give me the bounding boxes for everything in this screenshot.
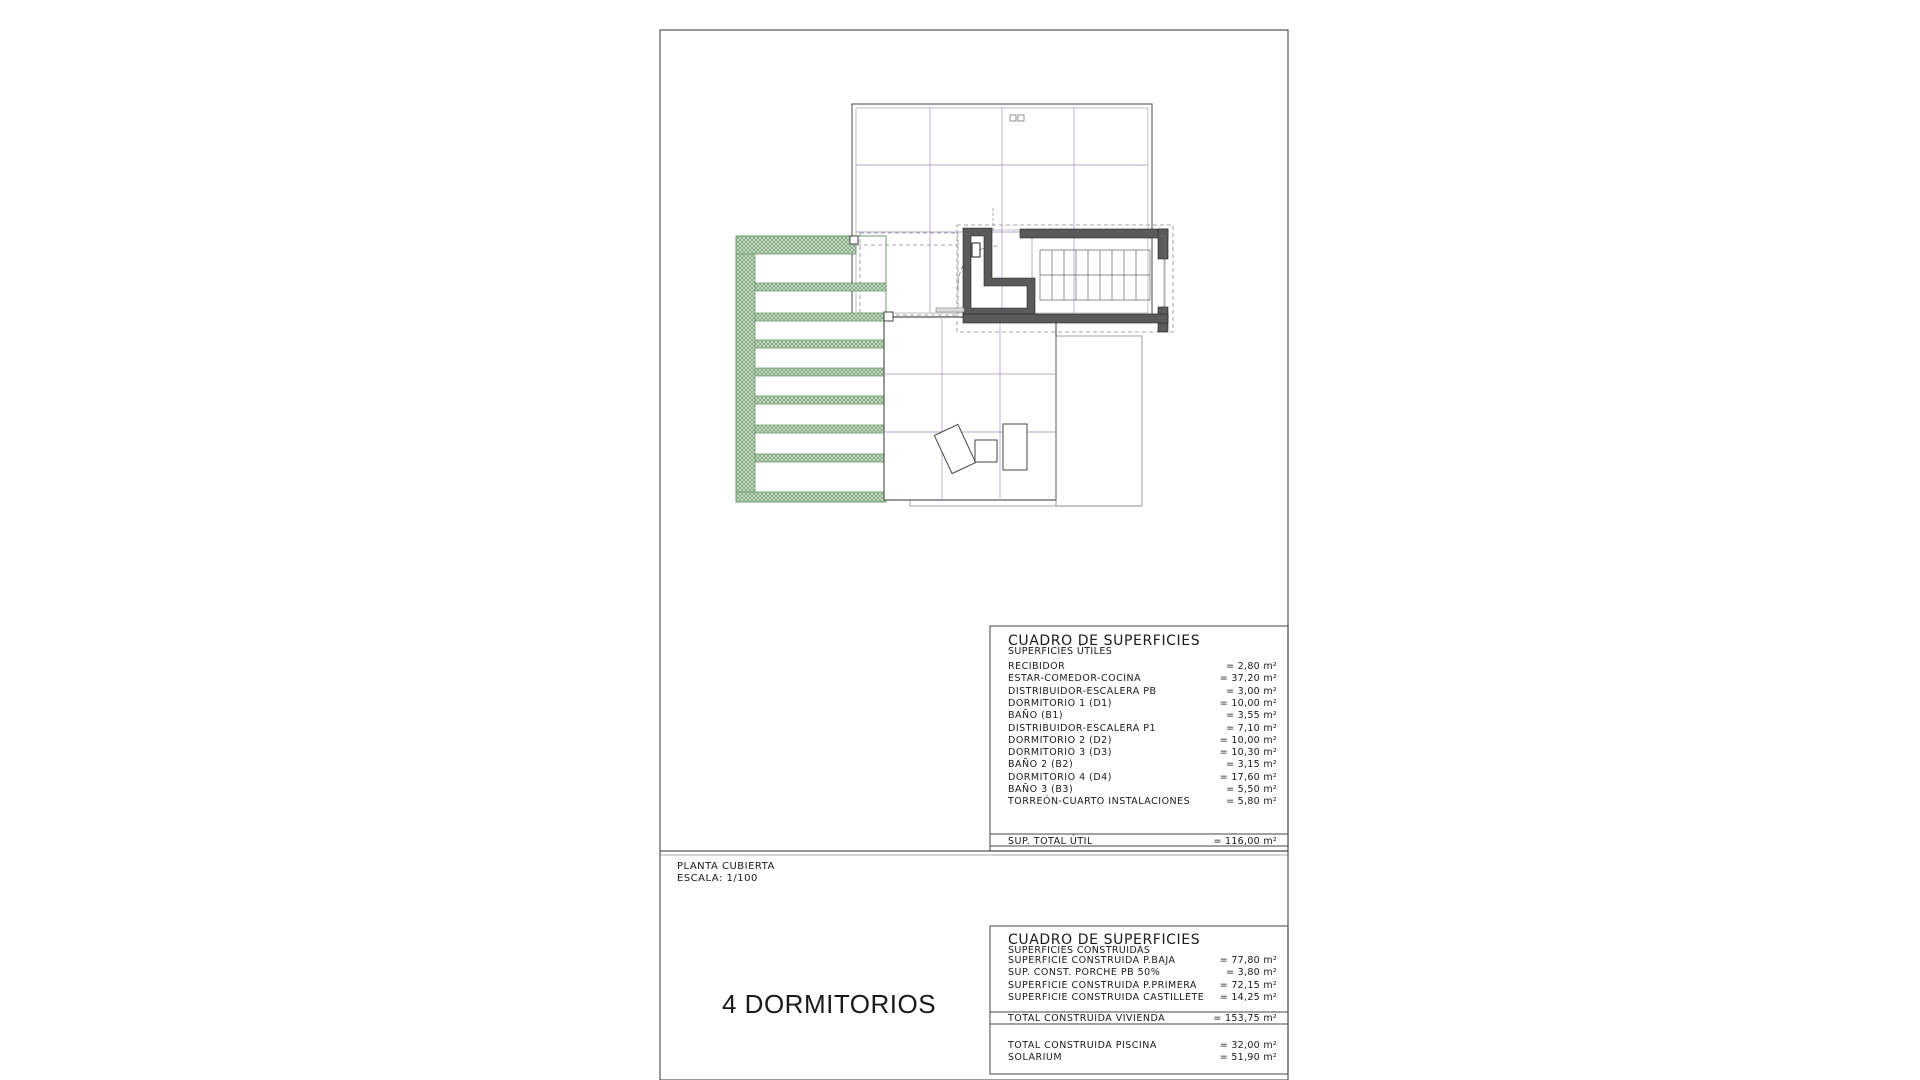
table-row-value: = 5,80 m² [1226,796,1277,808]
useful-total-label: SUP. TOTAL ÚTIL [1008,836,1093,847]
table-row-value: = 37,20 m² [1219,673,1277,685]
table-row-label: DISTRIBUIDOR-ESCALERA P1 [1008,722,1157,734]
table-row-value: = 3,00 m² [1226,685,1277,697]
table-row-label: TORREÓN-CUARTO INSTALACIONES [1008,796,1191,808]
table-row-label: ESTAR-COMEDOR-COCINA [1008,673,1142,685]
useful-table-subtitle: SUPERFICIES ÚTILES [1008,646,1113,657]
table-row-label: BAÑO (B1) [1008,710,1064,722]
table-row-label: BAÑO 3 (B3) [1008,784,1074,795]
table-row-value: = 72,15 m² [1219,979,1277,991]
useful-total-value: = 116,00 m² [1213,836,1277,847]
table-row-value: = 10,00 m² [1219,734,1277,746]
built-table-subtitle: SUPERFICIES CONSTRUIDAS [1008,945,1151,956]
built-table-title: CUADRO DE SUPERFICIES [1008,932,1201,948]
roof-plan [736,104,1173,506]
built-total-value: = 153,75 m² [1213,1013,1277,1024]
table-row-value: = 14,25 m² [1219,991,1277,1003]
table-row-label: SUPERFICIE CONSTRUIDA P.PRIMERA [1008,979,1197,991]
table-row-value: = 32,00 m² [1219,1040,1277,1051]
table-row-value: = 10,00 m² [1219,697,1277,709]
table-row-value: = 51,90 m² [1219,1052,1277,1064]
table-row-label: DORMITORIO 3 (D3) [1008,747,1112,759]
table-row-label: DORMITORIO 1 (D1) [1008,697,1112,709]
sheet-frame [660,30,1288,1080]
table-row-label: TOTAL CONSTRUIDA PISCINA [1008,1040,1157,1051]
sheet-heading: 4 DORMITORIOS [722,989,937,1019]
plan-scale: ESCALA: 1/100 [677,873,758,884]
table-row-value: = 3,15 m² [1226,759,1277,771]
table-row-value: = 3,80 m² [1226,967,1277,979]
table-row-value: = 5,50 m² [1226,784,1277,795]
useful-table-title: CUADRO DE SUPERFICIES [1008,633,1201,649]
table-row-value: = 77,80 m² [1219,955,1277,966]
plan-name: PLANTA CUBIERTA [677,861,775,872]
table-row-label: DORMITORIO 4 (D4) [1008,771,1112,783]
drain-icon [1010,115,1024,121]
table-row-value: = 17,60 m² [1219,771,1277,783]
table-row-label: DISTRIBUIDOR-ESCALERA PB [1008,685,1157,697]
table-row-value: = 3,55 m² [1226,710,1277,722]
table-row-label: RECIBIDOR [1008,661,1066,672]
table-row-label: SUPERFICIE CONSTRUIDA CASTILLETE [1008,991,1205,1003]
table-row-label: DORMITORIO 2 (D2) [1008,734,1112,746]
pergola [736,236,886,502]
table-row-value: = 10,30 m² [1219,747,1277,759]
built-total-label: TOTAL CONSTRUIDA VIVIENDA [1008,1013,1166,1024]
solarium [850,236,1142,506]
table-row-value: = 7,10 m² [1226,722,1277,734]
table-row-value: = 2,80 m² [1226,661,1277,672]
table-row-label: SUPERFICIE CONSTRUIDA P.BAJA [1008,955,1176,966]
table-row-label: SOLARIUM [1008,1052,1063,1064]
stair-tower [936,225,1173,332]
table-row-label: BAÑO 2 (B2) [1008,759,1074,771]
table-row-label: SUP. CONST. PORCHE PB 50% [1008,967,1161,979]
